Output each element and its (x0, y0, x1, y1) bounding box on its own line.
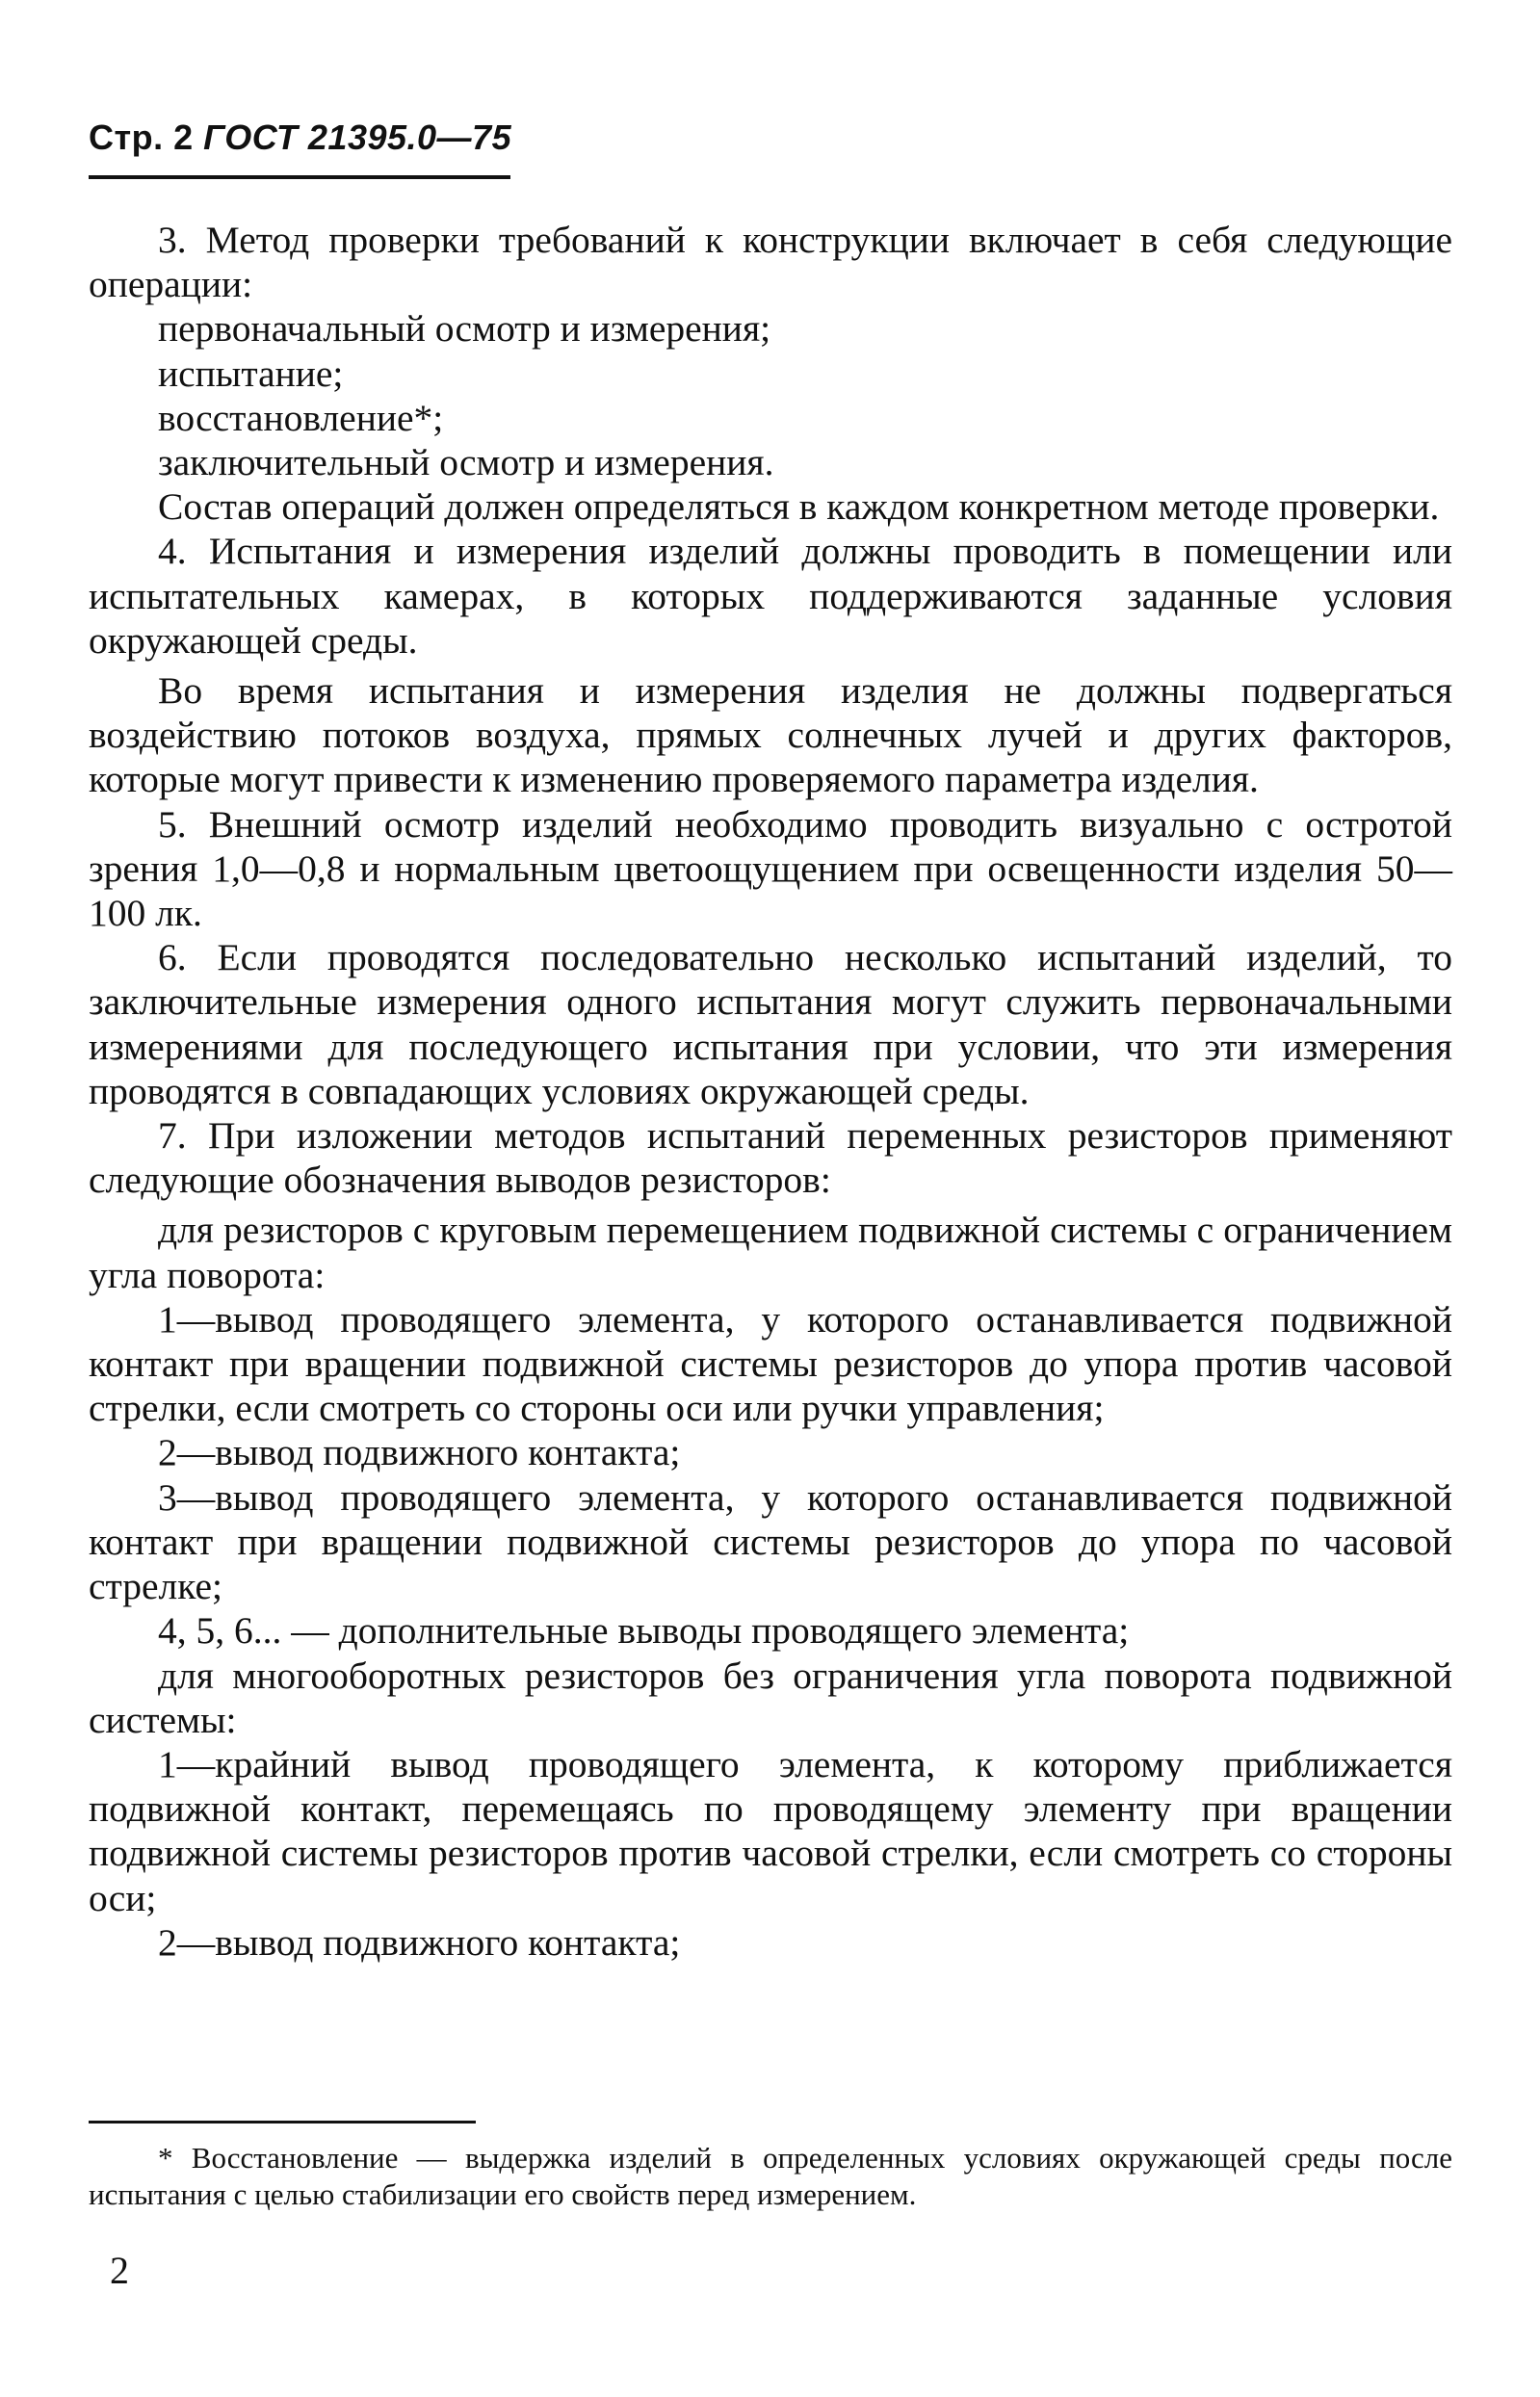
list-item: заключительный осмотр и измерения. (158, 441, 774, 484)
list-item: восстановление*; (158, 396, 444, 439)
paragraph: 2—вывод подвижного контакта; (158, 1920, 681, 1964)
paragraph: 6. Если проводятся последовательно несколько испытаний изделий, то заключительные измерения одного испытания могут служить первоначальными измерениями для последующего испытания при условии, что эти измерения проводятся в совпадающих условиях окружающей среды. (89, 936, 1452, 1112)
footnote: * Восстановление — выдержка изделий в определенных условиях окружающей среды после испытания с целью стабилизации его свойств перед измерением. (89, 2141, 1452, 2211)
paragraph: 2—вывод подвижного контакта; (158, 1431, 681, 1474)
page-number: 2 (110, 2249, 129, 2292)
paragraph: 4. Испытания и измерения изделий должны проводить в помещении или испытательных камерах, в которых поддерживаются заданные условия окружающей среды. (89, 530, 1452, 662)
paragraph: 5. Внешний осмотр изделий необходимо проводить визуально с остротой зрения 1,0—0,8 и нормальным цветоощущением при освещенности изделия 50—100 лк. (89, 802, 1452, 935)
header-page-label: Стр. 2 (89, 117, 194, 157)
footnote-rule (89, 2121, 476, 2123)
paragraph: 1—вывод проводящего элемента, у которого останавливается подвижной контакт при вращении подвижной системы резисторов до упора против часовой стрелки, если смотреть со стороны оси или ручки управления; (89, 1297, 1452, 1430)
paragraph: 3—вывод проводящего элемента, у которого останавливается подвижной контакт при вращении подвижной системы резисторов до упора по часовой стрелке; (89, 1475, 1452, 1608)
paragraph: 4, 5, 6... — дополнительные выводы проводящего элемента; (158, 1609, 1130, 1653)
body-text (89, 218, 1452, 1965)
paragraph: Состав операций должен определяться в каждом конкретном методе проверки. (158, 485, 1440, 529)
header-standard-code: ГОСТ 21395.0—75 (203, 117, 512, 157)
paragraph: 3. Метод проверки требований к конструкции включает в себя следующие операции: (89, 219, 1452, 306)
paragraph: для многооборотных резисторов без ограничения угла поворота подвижной системы: (89, 1654, 1452, 1741)
page-header (89, 117, 511, 158)
list-item: первоначальный осмотр и измерения; (158, 307, 771, 351)
paragraph: Во время испытания и измерения изделия не должны подвергаться воздействию потоков воздуха, прямых солнечных лучей и других факторов, которые могут привести к изменению проверяемого параметра изделия. (89, 669, 1452, 801)
paragraph: для резисторов с круговым перемещением подвижной системы с ограничением угла поворота: (89, 1209, 1452, 1296)
header-rule (89, 175, 510, 179)
paragraph: 1—крайний вывод проводящего элемента, к которому приближается подвижной контакт, перемещаясь по проводящему элементу при вращении подвижной системы резисторов против часовой стрелки, если смотреть со стороны оси; (89, 1742, 1452, 1919)
paragraph: 7. При изложении методов испытаний переменных резисторов применяют следующие обозначения выводов резисторов: (89, 1114, 1452, 1202)
list-item: испытание; (158, 352, 344, 395)
